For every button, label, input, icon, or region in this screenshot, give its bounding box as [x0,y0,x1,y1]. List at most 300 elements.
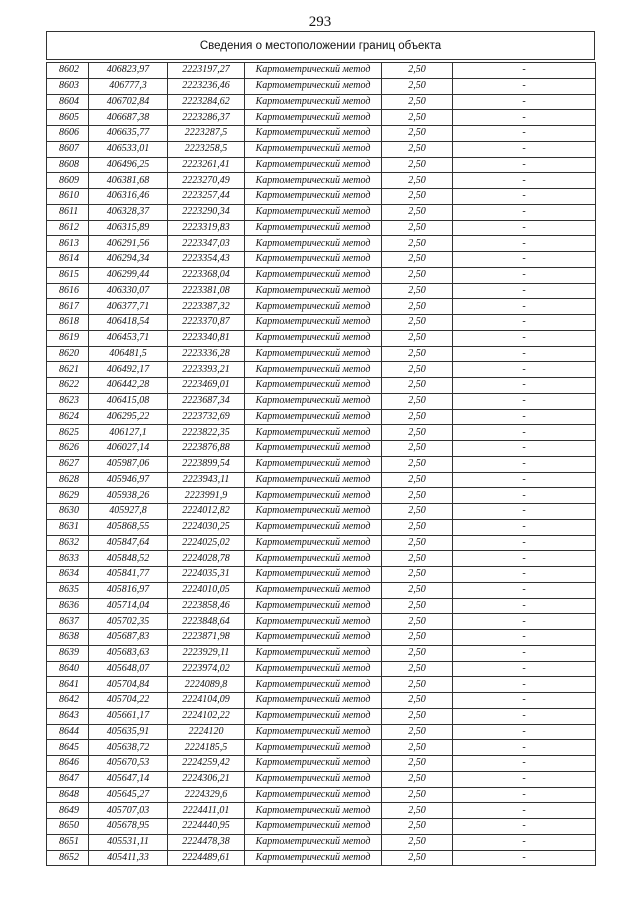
accuracy-cell: 2,50 [382,330,453,346]
method-cell: Картометрический метод [245,441,382,457]
description-cell: - [453,346,596,362]
y-coordinate-cell: 2223336,28 [168,346,245,362]
table-row [47,236,596,252]
table-row [47,362,596,378]
point-number-cell: 8644 [47,724,89,740]
x-coordinate-cell: 405987,06 [89,456,168,472]
x-coordinate-cell: 406777,3 [89,78,168,94]
description-cell: - [453,834,596,850]
description-cell: - [453,645,596,661]
y-coordinate-cell: 2223899,54 [168,456,245,472]
x-coordinate-cell: 405704,22 [89,693,168,709]
table-row [47,598,596,614]
y-coordinate-cell: 2223822,35 [168,425,245,441]
point-number-cell: 8604 [47,94,89,110]
x-coordinate-cell: 405868,55 [89,519,168,535]
x-coordinate-cell: 405635,91 [89,724,168,740]
description-cell: - [453,551,596,567]
accuracy-cell: 2,50 [382,724,453,740]
accuracy-cell: 2,50 [382,63,453,79]
description-cell: - [453,378,596,394]
accuracy-cell: 2,50 [382,614,453,630]
x-coordinate-cell: 405848,52 [89,551,168,567]
description-cell: - [453,110,596,126]
accuracy-cell: 2,50 [382,173,453,189]
point-number-cell: 8648 [47,787,89,803]
method-cell: Картометрический метод [245,315,382,331]
point-number-cell: 8626 [47,441,89,457]
x-coordinate-cell: 406702,84 [89,94,168,110]
table-row [47,283,596,299]
method-cell: Картометрический метод [245,787,382,803]
method-cell: Картометрический метод [245,299,382,315]
y-coordinate-cell: 2223284,62 [168,94,245,110]
point-number-cell: 8623 [47,393,89,409]
point-number-cell: 8651 [47,834,89,850]
y-coordinate-cell: 2224185,5 [168,740,245,756]
accuracy-cell: 2,50 [382,189,453,205]
accuracy-cell: 2,50 [382,346,453,362]
method-cell: Картометрический метод [245,819,382,835]
point-number-cell: 8602 [47,63,89,79]
point-number-cell: 8634 [47,567,89,583]
accuracy-cell: 2,50 [382,708,453,724]
accuracy-cell: 2,50 [382,236,453,252]
y-coordinate-cell: 2223354,43 [168,252,245,268]
x-coordinate-cell: 405816,97 [89,582,168,598]
x-coordinate-cell: 405531,11 [89,834,168,850]
description-cell: - [453,252,596,268]
accuracy-cell: 2,50 [382,567,453,583]
y-coordinate-cell: 2224025,02 [168,535,245,551]
accuracy-cell: 2,50 [382,787,453,803]
y-coordinate-cell: 2223286,37 [168,110,245,126]
method-cell: Картометрический метод [245,362,382,378]
table-row [47,378,596,394]
method-cell: Картометрический метод [245,504,382,520]
accuracy-cell: 2,50 [382,299,453,315]
y-coordinate-cell: 2223387,32 [168,299,245,315]
y-coordinate-cell: 2223469,01 [168,378,245,394]
accuracy-cell: 2,50 [382,677,453,693]
method-cell: Картометрический метод [245,378,382,394]
description-cell: - [453,204,596,220]
x-coordinate-cell: 405702,35 [89,614,168,630]
accuracy-cell: 2,50 [382,630,453,646]
y-coordinate-cell: 2224012,82 [168,504,245,520]
y-coordinate-cell: 2223381,08 [168,283,245,299]
point-number-cell: 8610 [47,189,89,205]
table-row [47,630,596,646]
description-cell: - [453,456,596,472]
x-coordinate-cell: 406492,17 [89,362,168,378]
point-number-cell: 8624 [47,409,89,425]
x-coordinate-cell: 406295,22 [89,409,168,425]
method-cell: Картометрический метод [245,488,382,504]
description-cell: - [453,472,596,488]
x-coordinate-cell: 406687,38 [89,110,168,126]
accuracy-cell: 2,50 [382,362,453,378]
accuracy-cell: 2,50 [382,204,453,220]
method-cell: Картометрический метод [245,582,382,598]
x-coordinate-cell: 406496,25 [89,157,168,173]
point-number-cell: 8621 [47,362,89,378]
table-row [47,488,596,504]
point-number-cell: 8638 [47,630,89,646]
point-number-cell: 8620 [47,346,89,362]
description-cell: - [453,630,596,646]
description-cell: - [453,315,596,331]
point-number-cell: 8629 [47,488,89,504]
point-number-cell: 8639 [47,645,89,661]
accuracy-cell: 2,50 [382,94,453,110]
description-cell: - [453,740,596,756]
y-coordinate-cell: 2223848,64 [168,614,245,630]
y-coordinate-cell: 2224102,22 [168,708,245,724]
table-row [47,551,596,567]
method-cell: Картометрический метод [245,393,382,409]
description-cell: - [453,661,596,677]
point-number-cell: 8630 [47,504,89,520]
y-coordinate-cell: 2223319,83 [168,220,245,236]
x-coordinate-cell: 406442,28 [89,378,168,394]
point-number-cell: 8633 [47,551,89,567]
description-cell: - [453,803,596,819]
point-number-cell: 8645 [47,740,89,756]
table-row [47,157,596,173]
method-cell: Картометрический метод [245,425,382,441]
accuracy-cell: 2,50 [382,834,453,850]
y-coordinate-cell: 2223687,34 [168,393,245,409]
point-number-cell: 8613 [47,236,89,252]
y-coordinate-cell: 2223370,87 [168,315,245,331]
description-cell: - [453,425,596,441]
y-coordinate-cell: 2224306,21 [168,771,245,787]
description-cell: - [453,850,596,866]
table-row [47,677,596,693]
method-cell: Картометрический метод [245,677,382,693]
description-cell: - [453,189,596,205]
table-row [47,756,596,772]
description-cell: - [453,78,596,94]
method-cell: Картометрический метод [245,535,382,551]
accuracy-cell: 2,50 [382,267,453,283]
description-cell: - [453,582,596,598]
point-number-cell: 8605 [47,110,89,126]
point-number-cell: 8632 [47,535,89,551]
x-coordinate-cell: 406533,01 [89,141,168,157]
accuracy-cell: 2,50 [382,661,453,677]
method-cell: Картометрический метод [245,456,382,472]
table-row [47,425,596,441]
x-coordinate-cell: 406377,71 [89,299,168,315]
point-number-cell: 8642 [47,693,89,709]
x-coordinate-cell: 406316,46 [89,189,168,205]
table-row [47,346,596,362]
y-coordinate-cell: 2223287,5 [168,126,245,142]
description-cell: - [453,519,596,535]
y-coordinate-cell: 2224440,95 [168,819,245,835]
accuracy-cell: 2,50 [382,771,453,787]
accuracy-cell: 2,50 [382,315,453,331]
description-cell: - [453,488,596,504]
y-coordinate-cell: 2223258,5 [168,141,245,157]
x-coordinate-cell: 405938,26 [89,488,168,504]
method-cell: Картометрический метод [245,346,382,362]
y-coordinate-cell: 2224478,38 [168,834,245,850]
table-row [47,740,596,756]
accuracy-cell: 2,50 [382,409,453,425]
point-number-cell: 8607 [47,141,89,157]
method-cell: Картометрический метод [245,204,382,220]
x-coordinate-cell: 406127,1 [89,425,168,441]
description-cell: - [453,94,596,110]
accuracy-cell: 2,50 [382,425,453,441]
table-row [47,63,596,79]
accuracy-cell: 2,50 [382,141,453,157]
table-row [47,693,596,709]
description-cell: - [453,63,596,79]
method-cell: Картометрический метод [245,252,382,268]
method-cell: Картометрический метод [245,708,382,724]
table-row [47,535,596,551]
point-number-cell: 8606 [47,126,89,142]
y-coordinate-cell: 2224329,6 [168,787,245,803]
table-row [47,441,596,457]
x-coordinate-cell: 406381,68 [89,173,168,189]
y-coordinate-cell: 2224030,25 [168,519,245,535]
description-cell: - [453,441,596,457]
y-coordinate-cell: 2223991,9 [168,488,245,504]
accuracy-cell: 2,50 [382,126,453,142]
method-cell: Картометрический метод [245,157,382,173]
x-coordinate-cell: 405927,8 [89,504,168,520]
point-number-cell: 8615 [47,267,89,283]
point-number-cell: 8617 [47,299,89,315]
point-number-cell: 8625 [47,425,89,441]
point-number-cell: 8612 [47,220,89,236]
method-cell: Картометрический метод [245,267,382,283]
x-coordinate-cell: 405704,84 [89,677,168,693]
description-cell: - [453,535,596,551]
point-number-cell: 8627 [47,456,89,472]
y-coordinate-cell: 2224259,42 [168,756,245,772]
description-cell: - [453,724,596,740]
y-coordinate-cell: 2223257,44 [168,189,245,205]
y-coordinate-cell: 2223871,98 [168,630,245,646]
accuracy-cell: 2,50 [382,378,453,394]
accuracy-cell: 2,50 [382,283,453,299]
point-number-cell: 8636 [47,598,89,614]
point-number-cell: 8641 [47,677,89,693]
accuracy-cell: 2,50 [382,693,453,709]
table-row [47,252,596,268]
table-row [47,299,596,315]
y-coordinate-cell: 2224104,09 [168,693,245,709]
table-row [47,78,596,94]
x-coordinate-cell: 406481,5 [89,346,168,362]
table-row [47,94,596,110]
point-number-cell: 8635 [47,582,89,598]
point-number-cell: 8616 [47,283,89,299]
table-row [47,393,596,409]
accuracy-cell: 2,50 [382,756,453,772]
method-cell: Картометрический метод [245,630,382,646]
point-number-cell: 8647 [47,771,89,787]
y-coordinate-cell: 2223876,88 [168,441,245,457]
table-row [47,409,596,425]
method-cell: Картометрический метод [245,803,382,819]
y-coordinate-cell: 2223732,69 [168,409,245,425]
method-cell: Картометрический метод [245,189,382,205]
accuracy-cell: 2,50 [382,393,453,409]
y-coordinate-cell: 2223347,03 [168,236,245,252]
method-cell: Картометрический метод [245,409,382,425]
table-row [47,267,596,283]
table-row [47,834,596,850]
point-number-cell: 8649 [47,803,89,819]
y-coordinate-cell: 2223236,46 [168,78,245,94]
table-row [47,850,596,866]
description-cell: - [453,693,596,709]
table-row [47,661,596,677]
x-coordinate-cell: 405661,17 [89,708,168,724]
point-number-cell: 8646 [47,756,89,772]
table-row [47,504,596,520]
table-body [47,63,596,866]
x-coordinate-cell: 405687,83 [89,630,168,646]
table-title: Сведения о местоположении границ объекта [46,31,595,60]
method-cell: Картометрический метод [245,661,382,677]
table-row [47,645,596,661]
table-row [47,189,596,205]
table-row [47,204,596,220]
y-coordinate-cell: 2223974,02 [168,661,245,677]
description-cell: - [453,330,596,346]
table-row [47,220,596,236]
point-number-cell: 8619 [47,330,89,346]
x-coordinate-cell: 405847,64 [89,535,168,551]
x-coordinate-cell: 405678,95 [89,819,168,835]
description-cell: - [453,756,596,772]
method-cell: Картометрический метод [245,283,382,299]
method-cell: Картометрический метод [245,126,382,142]
table-row [47,456,596,472]
method-cell: Картометрический метод [245,693,382,709]
accuracy-cell: 2,50 [382,472,453,488]
method-cell: Картометрический метод [245,519,382,535]
table-row [47,126,596,142]
page-number: 293 [308,14,332,30]
accuracy-cell: 2,50 [382,645,453,661]
description-cell: - [453,267,596,283]
y-coordinate-cell: 2224035,31 [168,567,245,583]
point-number-cell: 8608 [47,157,89,173]
table-row [47,141,596,157]
description-cell: - [453,126,596,142]
table-row [47,472,596,488]
x-coordinate-cell: 406635,77 [89,126,168,142]
accuracy-cell: 2,50 [382,740,453,756]
description-cell: - [453,787,596,803]
x-coordinate-cell: 405841,77 [89,567,168,583]
description-cell: - [453,220,596,236]
x-coordinate-cell: 406328,37 [89,204,168,220]
point-number-cell: 8631 [47,519,89,535]
table-row [47,315,596,331]
point-number-cell: 8614 [47,252,89,268]
y-coordinate-cell: 2223290,34 [168,204,245,220]
point-number-cell: 8618 [47,315,89,331]
accuracy-cell: 2,50 [382,110,453,126]
y-coordinate-cell: 2224028,78 [168,551,245,567]
description-cell: - [453,771,596,787]
y-coordinate-cell: 2224489,61 [168,850,245,866]
accuracy-cell: 2,50 [382,456,453,472]
x-coordinate-cell: 406453,71 [89,330,168,346]
method-cell: Картометрический метод [245,740,382,756]
x-coordinate-cell: 405946,97 [89,472,168,488]
y-coordinate-cell: 2224120 [168,724,245,740]
table-row [47,519,596,535]
x-coordinate-cell: 406823,97 [89,63,168,79]
point-number-cell: 8609 [47,173,89,189]
x-coordinate-cell: 405648,07 [89,661,168,677]
point-number-cell: 8652 [47,850,89,866]
y-coordinate-cell: 2224089,8 [168,677,245,693]
method-cell: Картометрический метод [245,141,382,157]
description-cell: - [453,141,596,157]
x-coordinate-cell: 406330,07 [89,283,168,299]
method-cell: Картометрический метод [245,472,382,488]
accuracy-cell: 2,50 [382,441,453,457]
x-coordinate-cell: 406294,34 [89,252,168,268]
point-number-cell: 8643 [47,708,89,724]
description-cell: - [453,598,596,614]
method-cell: Картометрический метод [245,236,382,252]
method-cell: Картометрический метод [245,834,382,850]
y-coordinate-cell: 2223393,21 [168,362,245,378]
x-coordinate-cell: 406027,14 [89,441,168,457]
description-cell: - [453,567,596,583]
method-cell: Картометрический метод [245,850,382,866]
description-cell: - [453,157,596,173]
method-cell: Картометрический метод [245,94,382,110]
table-row [47,567,596,583]
point-number-cell: 8603 [47,78,89,94]
x-coordinate-cell: 406315,89 [89,220,168,236]
description-cell: - [453,173,596,189]
accuracy-cell: 2,50 [382,551,453,567]
table-row [47,110,596,126]
description-cell: - [453,362,596,378]
method-cell: Картометрический метод [245,78,382,94]
description-cell: - [453,614,596,630]
method-cell: Картометрический метод [245,551,382,567]
x-coordinate-cell: 405683,63 [89,645,168,661]
x-coordinate-cell: 406291,56 [89,236,168,252]
y-coordinate-cell: 2223858,46 [168,598,245,614]
y-coordinate-cell: 2223943,11 [168,472,245,488]
x-coordinate-cell: 406418,54 [89,315,168,331]
x-coordinate-cell: 405647,14 [89,771,168,787]
description-cell: - [453,283,596,299]
method-cell: Картометрический метод [245,110,382,126]
y-coordinate-cell: 2224411,01 [168,803,245,819]
table-row [47,819,596,835]
description-cell: - [453,409,596,425]
accuracy-cell: 2,50 [382,252,453,268]
